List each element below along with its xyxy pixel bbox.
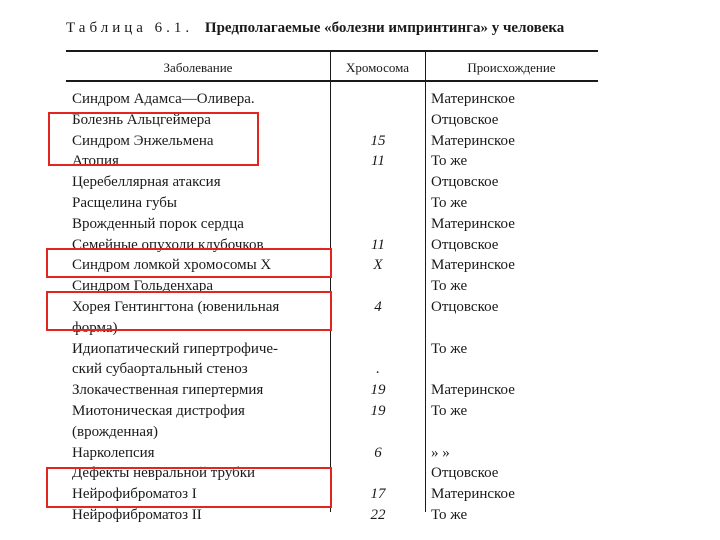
origin-cell: Материнское (431, 382, 515, 399)
disease-cell: Хорея Гентингтона (ювенильная (72, 299, 280, 315)
header-chromosome: Хромосома (345, 60, 410, 75)
disease-cell: Семейные опухоли клубочков (72, 236, 264, 253)
header-origin: Происхождение (467, 60, 556, 75)
chromosome-cell: 11 (371, 236, 385, 253)
top-rule (66, 50, 598, 52)
disease-cell: Врожденный порок сердца (72, 215, 244, 232)
origin-cell: Материнское (431, 132, 515, 149)
origin-cell: Отцовское (431, 174, 499, 191)
chromosome-cell: 22 (370, 507, 386, 523)
chromosome-cell: X (373, 257, 383, 274)
chromosome-cell: 17 (370, 486, 386, 503)
chromosome-cell: 19 (370, 403, 386, 419)
highlight-box-2 (46, 248, 332, 278)
table-caption (66, 20, 666, 37)
origin-cell: То же (431, 195, 468, 211)
chromosome-cell: 19 (370, 382, 386, 399)
caption-title: Предполагаемые «болезни импринтинга» у человека (204, 20, 565, 36)
highlight-box-4 (46, 467, 332, 508)
caption-lead: Таблица 6.1. (66, 20, 194, 36)
origin-cell: Материнское (431, 91, 515, 107)
disease-cell: Расщелина губы (72, 195, 177, 211)
chromosome-cell: 11 (371, 153, 385, 170)
disease-cell: Церебеллярная атаксия (72, 174, 221, 191)
origin-cell: То же (431, 153, 468, 170)
chromosome-cell: 15 (370, 132, 386, 149)
chromosome-cell: 6 (374, 444, 382, 461)
disease-cell: Синдром Энжельмена (72, 132, 214, 149)
origin-cell: Отцовское (431, 236, 499, 253)
origin-cell: Материнское (431, 486, 515, 503)
origin-cell: Отцовское (431, 111, 499, 128)
disease-cell: Нейрофиброматоз II (72, 507, 202, 523)
disease-cell: Синдром ломкой хромосомы X (72, 257, 272, 274)
origin-cell: То же (431, 278, 468, 295)
disease-cell: Нейрофиброматоз I (72, 486, 197, 503)
origin-cell: Отцовское (431, 299, 499, 315)
disease-cell: (врожденная) (72, 423, 158, 440)
disease-cell: форма) (72, 319, 118, 336)
origin-cell: Материнское (431, 257, 515, 274)
disease-cell: Миотоническая дистрофия (72, 403, 245, 419)
disease-cell: Болезнь Альцгеймера (72, 111, 211, 128)
origin-cell: То же (431, 507, 468, 523)
chromosome-cell: . (376, 361, 380, 378)
column-divider-1 (330, 50, 331, 512)
disease-cell: Злокачественная гипертермия (72, 382, 264, 399)
highlight-box-1 (48, 112, 259, 166)
disease-cell: Синдром Гольденхара (72, 278, 214, 295)
disease-cell: Синдром Адамса—Оливера. (72, 91, 255, 107)
origin-cell: Материнское (431, 215, 515, 232)
header-disease: Заболевание (163, 60, 233, 75)
disease-cell: Атопия (72, 153, 119, 170)
highlight-box-3 (46, 291, 332, 331)
origin-cell: То же (431, 403, 468, 419)
column-divider-2 (425, 50, 426, 512)
disease-cell: Нарколепсия (72, 444, 155, 461)
disease-cell: Дефекты невральной трубки (72, 465, 256, 482)
disease-cell: Идиопатический гипертрофиче- (72, 340, 279, 357)
origin-cell: То же (431, 340, 468, 357)
origin-cell: » » (431, 444, 450, 461)
origin-cell: Отцовское (431, 465, 499, 482)
chromosome-cell: 4 (374, 299, 382, 315)
disease-cell: ский субаортальный стеноз (72, 361, 248, 378)
header-rule (66, 80, 598, 82)
